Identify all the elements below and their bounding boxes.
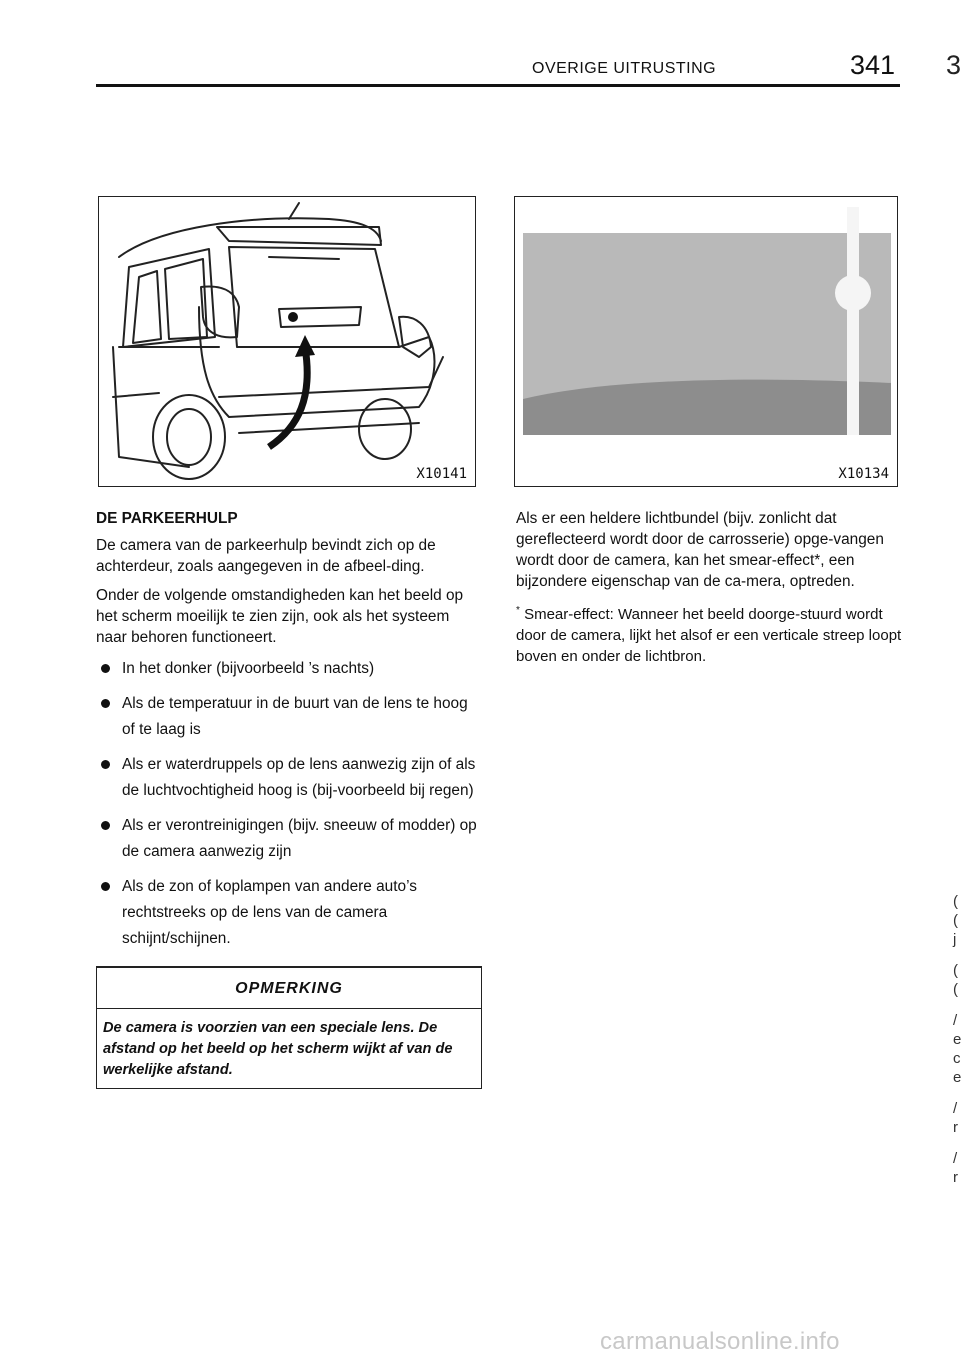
list-item: In het donker (bijvoorbeeld ’s nachts) — [96, 656, 480, 682]
paragraph-conditions: Onder de volgende omstandigheden kan het beeld op het scherm moeilijk te zien zijn, ook als het systeem naar behoren functioneert. — [96, 587, 464, 646]
edge-letter: c — [953, 1050, 961, 1067]
figure-code-right: X10134 — [838, 466, 889, 482]
edge-letter: / — [953, 1100, 958, 1117]
watermark: carmanualsonline.info — [600, 1328, 840, 1355]
figure-smear-effect — [514, 196, 898, 487]
edge-letter: ( — [953, 893, 958, 910]
footnote-marker: * — [516, 605, 520, 616]
paragraph-smear-effect: Als er een heldere lichtbundel (bijv. zonlicht dat gereflecteerd wordt door de carrosserie) opge-vangen wordt door de camera, kan het smear‑effect*, een bijzondere eigenschap van de ca-mera, optreden. — [516, 510, 884, 590]
next-page-edge: 3 — [946, 50, 961, 80]
section-heading: DE PARKEERHULP — [96, 510, 238, 527]
edge-letter: j — [953, 931, 957, 948]
notice-title: OPMERKING — [235, 980, 343, 997]
edge-letter: ( — [953, 981, 958, 998]
header-rule — [96, 84, 900, 87]
edge-letter: r — [953, 1169, 958, 1186]
conditions-list — [96, 656, 480, 952]
edge-letter: e — [953, 1031, 961, 1048]
edge-letter: e — [953, 1069, 961, 1086]
list-item: Als er waterdruppels op de lens aanwezig zijn of als de luchtvochtigheid hoog is (bij-voorbeeld bij regen) — [96, 752, 480, 804]
right-column — [516, 508, 902, 675]
left-column — [96, 508, 480, 961]
camera-smear-effect-illustration-icon — [515, 197, 897, 486]
edge-letter: / — [953, 1012, 958, 1029]
edge-letter: ( — [953, 912, 958, 929]
notice-body: De camera is voorzien van een speciale lens. De afstand op het beeld op het scherm wijkt af van de werkelijke afstand. — [103, 1020, 453, 1078]
edge-letter: r — [953, 1119, 958, 1136]
figure-code-left: X10141 — [416, 466, 467, 482]
notice-divider — [97, 1008, 481, 1009]
footnote-text: Smear‑effect: Wanneer het beeld doorge-stuurd wordt door de camera, lijkt het alsof er een verticale streep loopt boven en onder de lichtbron. — [516, 606, 902, 665]
figure-car-rear — [98, 196, 476, 487]
footnote — [516, 600, 902, 667]
edge-letter: ( — [953, 962, 958, 979]
section-title: OVERIGE UITRUSTING — [532, 60, 717, 77]
page-number: 341 — [850, 50, 896, 80]
list-item: Als de zon of koplampen van andere auto’s rechtstreeks op de lens van de camera schijnt/schijnen. — [96, 874, 480, 952]
notice-box — [96, 966, 482, 1089]
car-rear-camera-illustration-icon — [99, 197, 475, 486]
edge-letters — [953, 892, 961, 1187]
edge-letter: / — [953, 1150, 958, 1167]
paragraph-camera-location: De camera van de parkeerhulp bevindt zich op de achterdeur, zoals aangegeven in de afbeel-ding. — [96, 537, 436, 575]
list-item: Als de temperatuur in de buurt van de lens te hoog of te laag is — [96, 691, 480, 743]
list-item: Als er verontreinigingen (bijv. sneeuw of modder) op de camera aanwezig zijn — [96, 813, 480, 865]
